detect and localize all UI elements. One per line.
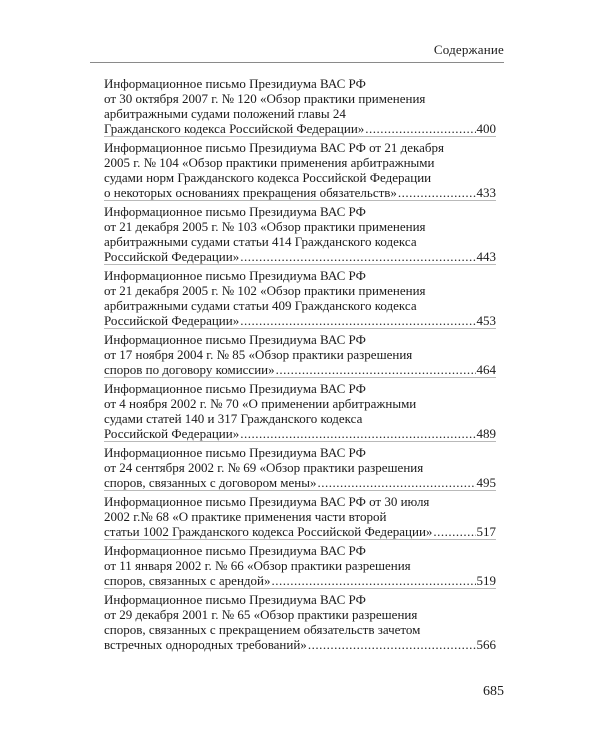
dot-leader <box>240 313 475 328</box>
toc-entry-page: 453 <box>476 313 496 328</box>
toc-entry-line: арбитражными судами статьи 409 Гражданского кодекса <box>104 298 417 313</box>
toc-entry[interactable] <box>104 140 496 201</box>
toc-entry-text: Гражданского кодекса Российской Федерации» <box>104 121 365 136</box>
toc-entry-line: Информационное письмо Президиума ВАС РФ <box>104 332 366 347</box>
running-header <box>90 40 504 63</box>
toc-entry[interactable] <box>104 445 496 491</box>
toc-entry-text: споров, связанных с арендой» <box>104 573 271 588</box>
header-title: Содержание <box>433 42 504 57</box>
toc-entry-text: о некоторых основаниях прекращения обязательств» <box>104 185 397 200</box>
toc-entry-line: судами норм Гражданского кодекса Российской Федерации <box>104 170 432 185</box>
toc-entry-line: от 30 октября 2007 г. № 120 «Обзор практики применения <box>104 91 426 106</box>
toc-entry-line: Информационное письмо Президиума ВАС РФ <box>104 543 366 558</box>
toc-entry[interactable] <box>104 268 496 329</box>
toc-entry-line: Информационное письмо Президиума ВАС РФ <box>104 204 366 219</box>
toc-entry[interactable] <box>104 494 496 540</box>
toc-entry-line <box>104 475 496 490</box>
toc-entry-line <box>104 362 496 377</box>
toc-entry-line <box>104 573 496 588</box>
toc-entry-page: 495 <box>476 475 496 490</box>
toc-entry-line: Информационное письмо Президиума ВАС РФ от 30 июля <box>104 494 430 509</box>
toc-entry-line: Информационное письмо Президиума ВАС РФ <box>104 592 366 607</box>
toc-entry[interactable] <box>104 332 496 378</box>
page-number: 685 <box>483 684 504 699</box>
toc-entry-page: 464 <box>476 362 496 377</box>
toc-entry-text: споров, связанных с договором мены» <box>104 475 317 490</box>
toc-entry-line: от 11 января 2002 г. № 66 «Обзор практики разрешения <box>104 558 411 573</box>
toc-entry-line <box>104 313 496 328</box>
toc-entry-line: от 21 декабря 2005 г. № 102 «Обзор практики применения <box>104 283 426 298</box>
toc-entry[interactable] <box>104 543 496 589</box>
toc-entry-page: 400 <box>476 121 496 136</box>
dot-leader <box>398 185 476 200</box>
toc-entry-line <box>104 121 496 136</box>
toc-entry-line: арбитражными судами статьи 414 Гражданского кодекса <box>104 234 417 249</box>
toc-entry-line <box>104 426 496 441</box>
toc-entry-line: арбитражными судами положений главы 24 <box>104 106 346 121</box>
toc-entry-line: Информационное письмо Президиума ВАС РФ <box>104 381 366 396</box>
toc-entry-text: Российской Федерации» <box>104 313 240 328</box>
toc-entry-page: 566 <box>476 637 496 652</box>
dot-leader <box>318 475 476 490</box>
toc-entry-page: 433 <box>476 185 496 200</box>
toc-entry-line: от 17 ноября 2004 г. № 85 «Обзор практики разрешения <box>104 347 413 362</box>
toc-entry-line <box>104 524 496 539</box>
dot-leader <box>240 426 475 441</box>
toc-entry-page: 443 <box>476 249 496 264</box>
toc-entry-text: Российской Федерации» <box>104 249 240 264</box>
dot-leader <box>433 524 475 539</box>
toc-entry-line: Информационное письмо Президиума ВАС РФ <box>104 76 366 91</box>
toc-entry-page: 519 <box>476 573 496 588</box>
table-of-contents <box>104 76 496 655</box>
toc-entry-line: 2005 г. № 104 «Обзор практики применения арбитражными <box>104 155 435 170</box>
dot-leader <box>308 637 476 652</box>
toc-entry-page: 489 <box>476 426 496 441</box>
toc-entry-line: Информационное письмо Президиума ВАС РФ от 21 декабря <box>104 140 444 155</box>
toc-entry-text: споров по договору комиссии» <box>104 362 275 377</box>
dot-leader <box>271 573 475 588</box>
toc-entry-line: судами статей 140 и 317 Гражданского кодекса <box>104 411 363 426</box>
toc-entry-line: от 24 сентября 2002 г. № 69 «Обзор практики разрешения <box>104 460 424 475</box>
toc-entry[interactable] <box>104 76 496 137</box>
dot-leader <box>365 121 475 136</box>
toc-entry-text: встречных однородных требований» <box>104 637 307 652</box>
toc-entry[interactable] <box>104 381 496 442</box>
toc-entry-line <box>104 249 496 264</box>
toc-entry-line: споров, связанных с прекращением обязательств зачетом <box>104 622 421 637</box>
toc-entry-line: от 4 ноября 2002 г. № 70 «О применении арбитражными <box>104 396 417 411</box>
toc-entry-text: статьи 1002 Гражданского кодекса Российской Федерации» <box>104 524 433 539</box>
toc-entry[interactable] <box>104 592 496 652</box>
toc-entry-line <box>104 637 496 652</box>
dot-leader <box>240 249 475 264</box>
toc-entry-line <box>104 185 496 200</box>
dot-leader <box>276 362 476 377</box>
toc-entry-line: от 21 декабря 2005 г. № 103 «Обзор практики применения <box>104 219 426 234</box>
toc-entry-line: Информационное письмо Президиума ВАС РФ <box>104 445 366 460</box>
toc-entry-text: Российской Федерации» <box>104 426 240 441</box>
toc-entry-line: Информационное письмо Президиума ВАС РФ <box>104 268 366 283</box>
toc-entry-page: 517 <box>476 524 496 539</box>
toc-entry-line: 2002 г.№ 68 «О практике применения части второй <box>104 509 387 524</box>
toc-entry-line: от 29 декабря 2001 г. № 65 «Обзор практики разрешения <box>104 607 418 622</box>
toc-entry[interactable] <box>104 204 496 265</box>
